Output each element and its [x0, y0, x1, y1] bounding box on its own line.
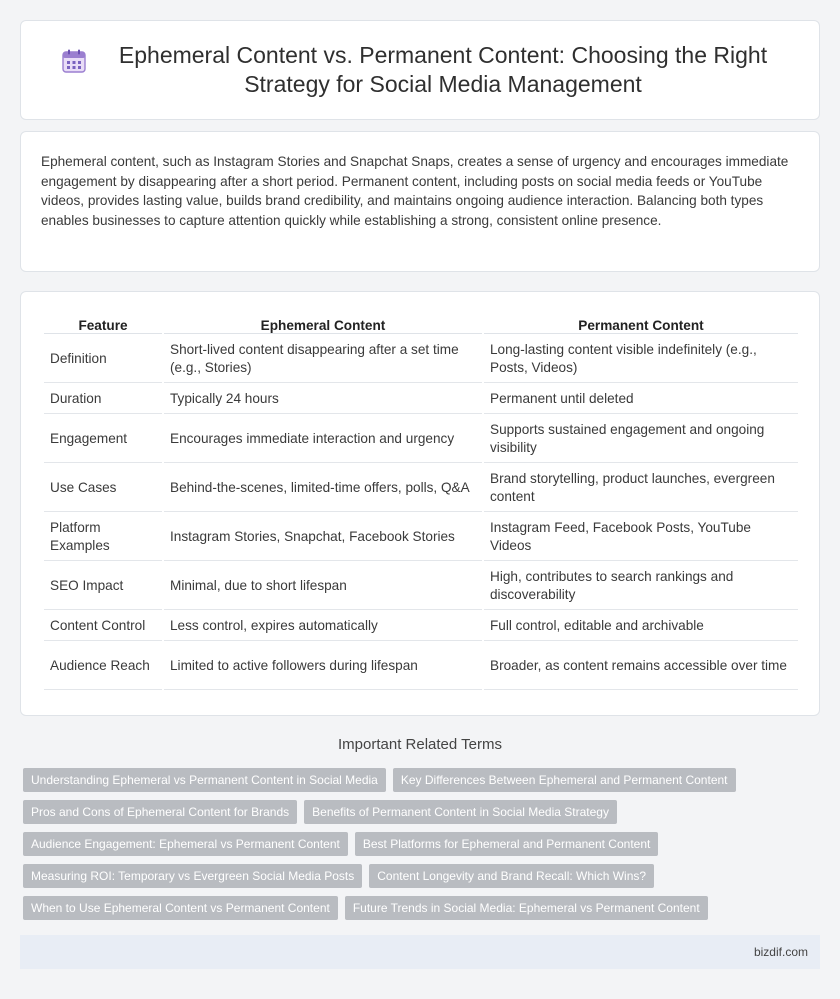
related-term-link[interactable]: When to Use Ephemeral Content vs Permanent Content [23, 896, 338, 920]
comparison-table-card [20, 291, 820, 716]
row-permanent: Broader, as content remains accessible over time [484, 643, 798, 690]
row-feature: Audience Reach [44, 643, 162, 690]
row-feature: Content Control [44, 612, 162, 641]
related-terms-heading: Important Related Terms [338, 736, 502, 753]
related-term-link[interactable]: Content Longevity and Brand Recall: Which Wins? [369, 864, 654, 888]
table-row [44, 465, 798, 512]
row-permanent: High, contributes to search rankings and discoverability [484, 563, 798, 610]
tag-row [23, 832, 813, 856]
row-feature: SEO Impact [44, 563, 162, 610]
row-ephemeral: Less control, expires automatically [164, 612, 482, 641]
row-ephemeral: Minimal, due to short lifespan [164, 563, 482, 610]
comparison-table [42, 312, 800, 692]
row-feature: Duration [44, 385, 162, 414]
header-feature: Feature [44, 314, 162, 334]
related-terms-list [23, 768, 813, 928]
row-feature: Platform Examples [44, 514, 162, 561]
related-term-link[interactable]: Understanding Ephemeral vs Permanent Content in Social Media [23, 768, 386, 792]
footer [20, 935, 820, 969]
row-ephemeral: Behind-the-scenes, limited-time offers, polls, Q&A [164, 465, 482, 512]
related-term-link[interactable]: Benefits of Permanent Content in Social Media Strategy [304, 800, 617, 824]
table-row [44, 514, 798, 561]
tag-row [23, 864, 813, 888]
table-row [44, 416, 798, 463]
table-row [44, 385, 798, 414]
table-row [44, 643, 798, 690]
tag-row [23, 800, 813, 824]
row-ephemeral: Short-lived content disappearing after a set time (e.g., Stories) [164, 336, 482, 383]
row-ephemeral: Typically 24 hours [164, 385, 482, 414]
row-permanent: Instagram Feed, Facebook Posts, YouTube Videos [484, 514, 798, 561]
row-permanent: Long-lasting content visible indefinitely (e.g., Posts, Videos) [484, 336, 798, 383]
header-permanent: Permanent Content [484, 314, 798, 334]
table-header-row [44, 314, 798, 334]
row-feature: Engagement [44, 416, 162, 463]
related-term-link[interactable]: Key Differences Between Ephemeral and Permanent Content [393, 768, 736, 792]
footer-site-link[interactable]: bizdif.com [753, 945, 808, 959]
tag-row [23, 768, 813, 792]
row-permanent: Full control, editable and archivable [484, 612, 798, 641]
header-ephemeral: Ephemeral Content [164, 314, 482, 334]
row-ephemeral: Instagram Stories, Snapchat, Facebook Stories [164, 514, 482, 561]
title-wrap [60, 41, 780, 99]
row-ephemeral: Encourages immediate interaction and urgency [164, 416, 482, 463]
table-row [44, 336, 798, 383]
page-title: Ephemeral Content vs. Permanent Content: Choosing the Right Strategy for Social Media Management [118, 42, 768, 97]
table-row [44, 612, 798, 641]
calendar-icon [60, 47, 88, 75]
row-permanent: Permanent until deleted [484, 385, 798, 414]
intro-card [20, 131, 820, 272]
tag-row [23, 896, 813, 920]
row-feature: Definition [44, 336, 162, 383]
related-term-link[interactable]: Pros and Cons of Ephemeral Content for Brands [23, 800, 297, 824]
related-term-link[interactable]: Future Trends in Social Media: Ephemeral vs Permanent Content [345, 896, 708, 920]
table-row [44, 563, 798, 610]
related-term-link[interactable]: Best Platforms for Ephemeral and Permanent Content [355, 832, 658, 856]
row-permanent: Brand storytelling, product launches, evergreen content [484, 465, 798, 512]
row-permanent: Supports sustained engagement and ongoing visibility [484, 416, 798, 463]
row-ephemeral: Limited to active followers during lifespan [164, 643, 482, 690]
title-card [20, 20, 820, 120]
row-feature: Use Cases [44, 465, 162, 512]
related-term-link[interactable]: Measuring ROI: Temporary vs Evergreen Social Media Posts [23, 864, 362, 888]
related-term-link[interactable]: Audience Engagement: Ephemeral vs Permanent Content [23, 832, 348, 856]
intro-paragraph: Ephemeral content, such as Instagram Stories and Snapchat Snaps, creates a sense of urgency and encourages immediate engagement by disappearing after a short period. Permanent content, including posts on social media feeds or YouTube videos, provides lasting value, builds brand credibility, and maintains ongoing audience interaction. Balancing both types enables businesses to capture attention quickly while establishing a strong, consistent online presence. [41, 154, 789, 229]
